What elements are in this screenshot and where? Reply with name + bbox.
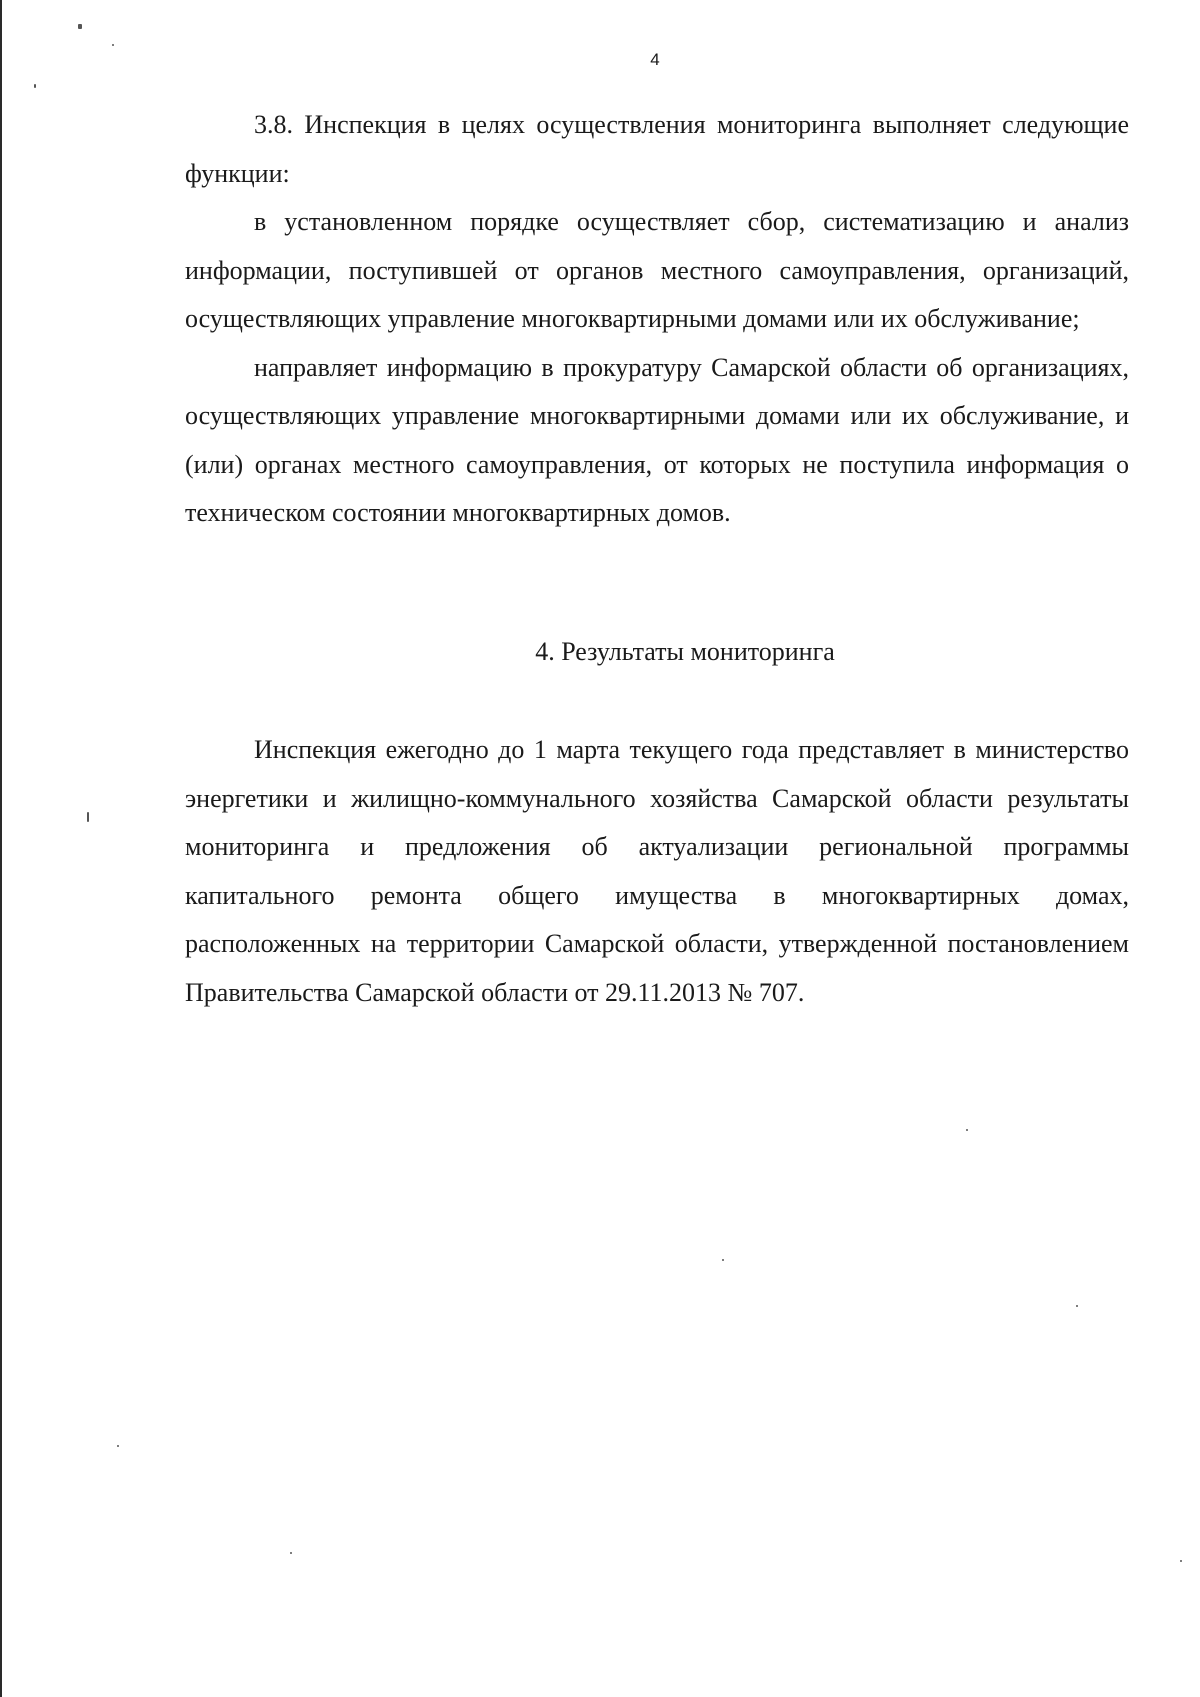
- scan-speck: [722, 1259, 724, 1261]
- scan-speck: [87, 812, 89, 822]
- scan-speck: [1180, 1560, 1182, 1562]
- scan-speck: [112, 44, 114, 46]
- scan-speck: [290, 1552, 292, 1554]
- section-3-body: [185, 101, 1129, 538]
- paragraph-monitoring-results: Инспекция ежегодно до 1 марта текущего года представляет в министерство энергетики и жилищно-коммунального хозяйства Самарской области результаты мониторинга и предложения об актуализации региональной программы капитального ремонта общего имущества в многоквартирных домах, расположенных на территории Самарской области, утвержденной постановлением Правительства Самарской области от 29.11.2013 № 707.: [185, 735, 1129, 1007]
- scan-speck: [117, 1445, 119, 1447]
- scan-speck: [966, 1129, 968, 1131]
- section-4-heading: 4. Результаты мониторинга: [535, 637, 835, 666]
- section-4-body: [185, 726, 1129, 1017]
- paragraph-collection-function: в установленном порядке осуществляет сбор, систематизацию и анализ информации, поступившей от органов местного самоуправления, организаций, осуществляющих управление многоквартирными домами или их обслуживание;: [185, 207, 1129, 333]
- scan-left-edge: [0, 0, 2, 1697]
- page-number: 4: [650, 50, 660, 69]
- scan-speck: [78, 24, 82, 29]
- paragraph-prosecutor-function: направляет информацию в прокуратуру Самарской области об организациях, осуществляющих управление многоквартирными домами или их обслуживание, и (или) органах местного самоуправления, от которых не поступила информация о техническом состоянии многоквартирных домов.: [185, 352, 1129, 527]
- scan-speck: [1076, 1305, 1078, 1307]
- scan-speck: [34, 84, 36, 88]
- paragraph-3-8-intro: 3.8. Инспекция в целях осуществления мониторинга выполняет следующие функции:: [185, 110, 1129, 188]
